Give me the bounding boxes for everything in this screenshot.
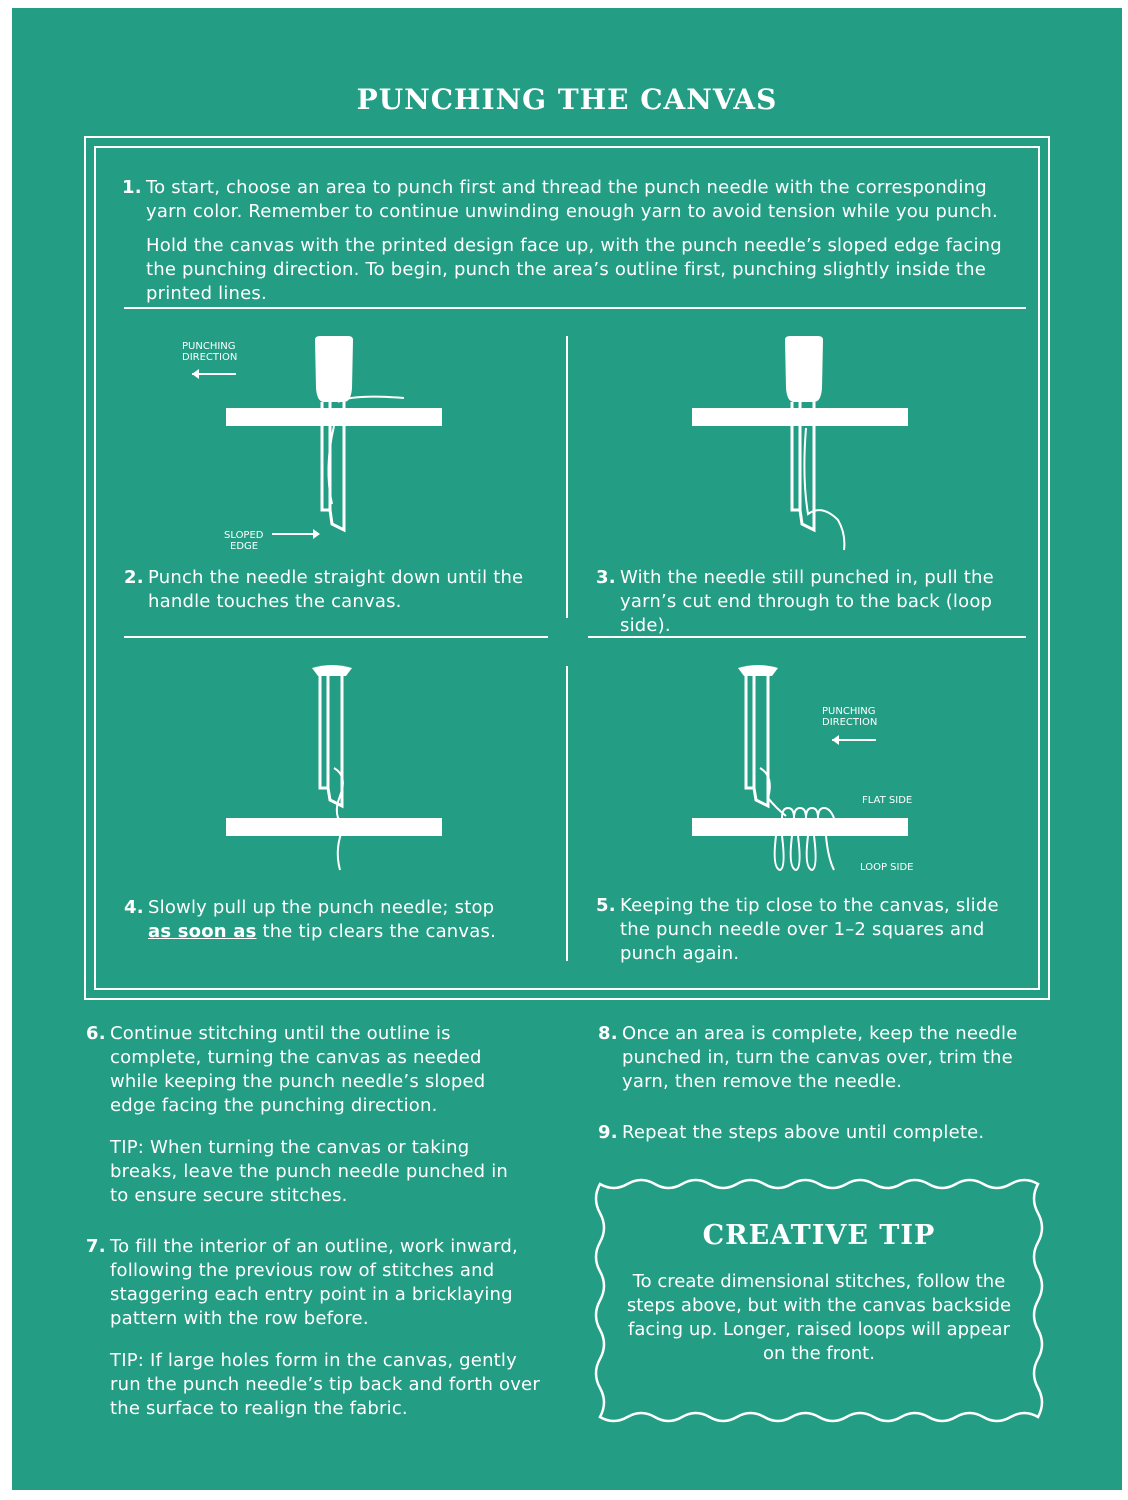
- punching-direction-label-2: DIRECTION: [822, 717, 878, 728]
- step-5: [596, 894, 1020, 966]
- loop-side-label: LOOP SIDE: [860, 862, 914, 873]
- step-1-text-2: Hold the canvas with the printed design face up, with the punch needle’s sloped edge facing the punching direction. To begin, punch the area’s outline first, punching slightly inside the printed lines.: [146, 235, 1002, 304]
- step-1-text: To start, choose an area to punch first and thread the punch needle with the corresponding yarn color. Remember to continue unwinding enough yarn to avoid tension while you punch.: [146, 177, 998, 222]
- needle-tip: [328, 676, 342, 806]
- yarn-end: [804, 428, 844, 550]
- step-9: [598, 1121, 1042, 1145]
- sloped-edge-label: SLOPED: [224, 530, 264, 541]
- needle-shaft-left: [320, 676, 328, 788]
- direction-arrow-icon: [832, 735, 839, 745]
- divider-vertical-top: [566, 336, 568, 618]
- creative-tip-title: CREATIVE TIP: [702, 1220, 936, 1251]
- step-7-text: To fill the interior of an outline, work inward, following the previous row of stitches and staggering each entry point in a bricklaying pattern with the row before.: [110, 1236, 518, 1329]
- step-3-illustration: [682, 328, 922, 558]
- sloped-edge-label-2: EDGE: [230, 541, 259, 552]
- step-4-number: 4.: [124, 897, 144, 918]
- step-7: [86, 1235, 550, 1421]
- step-6: [86, 1022, 530, 1208]
- step-5-number: 5.: [596, 895, 616, 916]
- step-5-text: Keeping the tip close to the canvas, slide the punch needle over 1–2 squares and punch again.: [620, 895, 999, 964]
- step-3-text: With the needle still punched in, pull the yarn’s cut end through to the back (loop side).: [620, 567, 994, 636]
- step-8-text: Once an area is complete, keep the needle punched in, turn the canvas over, trim the yarn, then remove the needle.: [622, 1023, 1018, 1092]
- flat-side-label: FLAT SIDE: [862, 795, 913, 806]
- step-9-text: Repeat the steps above until complete.: [622, 1122, 985, 1143]
- step-8: [598, 1022, 1042, 1094]
- step-4: [124, 896, 548, 944]
- step-9-number: 9.: [598, 1122, 618, 1143]
- step-2: [124, 566, 548, 614]
- creative-tip-text: To create dimensional stitches, follow the steps above, but with the canvas backside facing up. Longer, raised loops will appear on the front.: [626, 1271, 1012, 1364]
- step-8-number: 8.: [598, 1023, 618, 1044]
- needle-handle-base: [738, 665, 778, 676]
- step-2-text: Punch the needle straight down until the handle touches the canvas.: [148, 567, 524, 612]
- canvas-bar: [692, 818, 908, 836]
- yarn: [760, 768, 786, 816]
- page-title: PUNCHING THE CANVAS: [356, 83, 778, 116]
- needle-handle: [315, 336, 353, 402]
- punching-direction-label: PUNCHING: [182, 341, 236, 352]
- needle-handle-base: [312, 665, 352, 676]
- punching-direction-label-2: DIRECTION: [182, 352, 238, 363]
- direction-arrow-icon: [192, 369, 199, 379]
- step-6-tip: TIP: When turning the canvas or taking breaks, leave the punch needle punched in to ensure secure stitches.: [110, 1137, 509, 1206]
- step-5-illustration: [682, 658, 932, 888]
- step-3-number: 3.: [596, 567, 616, 588]
- needle-shaft-left: [746, 676, 754, 788]
- stitches-top: [782, 808, 834, 818]
- step-6-text: Continue stitching until the outline is complete, turning the canvas as needed while keeping the punch needle’s sloped edge facing the punching direction.: [110, 1023, 486, 1116]
- step-7-tip: TIP: If large holes form in the canvas, gently run the punch needle’s tip back and forth over the surface to realign the fabric.: [110, 1350, 540, 1419]
- punching-direction-label: PUNCHING: [822, 706, 876, 717]
- canvas-bar: [226, 818, 442, 836]
- step-2-illustration: [162, 328, 472, 558]
- step-4-illustration: [212, 658, 472, 888]
- canvas-bar: [226, 408, 442, 426]
- instruction-card: [12, 8, 1122, 1490]
- step-1-number: 1.: [122, 177, 142, 198]
- step-3: [596, 566, 1030, 638]
- needle-tip: [754, 676, 768, 806]
- step-2-number: 2.: [124, 567, 144, 588]
- divider-top: [124, 307, 1026, 309]
- loops-bottom: [775, 836, 834, 870]
- step-1: [122, 176, 1026, 306]
- step-4-emphasis: as soon as: [148, 921, 257, 942]
- step-4-text: Slowly pull up the punch needle; stop: [148, 897, 495, 918]
- step-4-text-2: the tip clears the canvas.: [262, 921, 496, 942]
- divider-middle-left: [124, 636, 548, 638]
- sloped-edge-arrow-icon: [313, 529, 320, 539]
- step-6-number: 6.: [86, 1023, 106, 1044]
- needle-handle: [785, 336, 823, 402]
- divider-vertical-bottom: [566, 666, 568, 961]
- step-7-number: 7.: [86, 1236, 106, 1257]
